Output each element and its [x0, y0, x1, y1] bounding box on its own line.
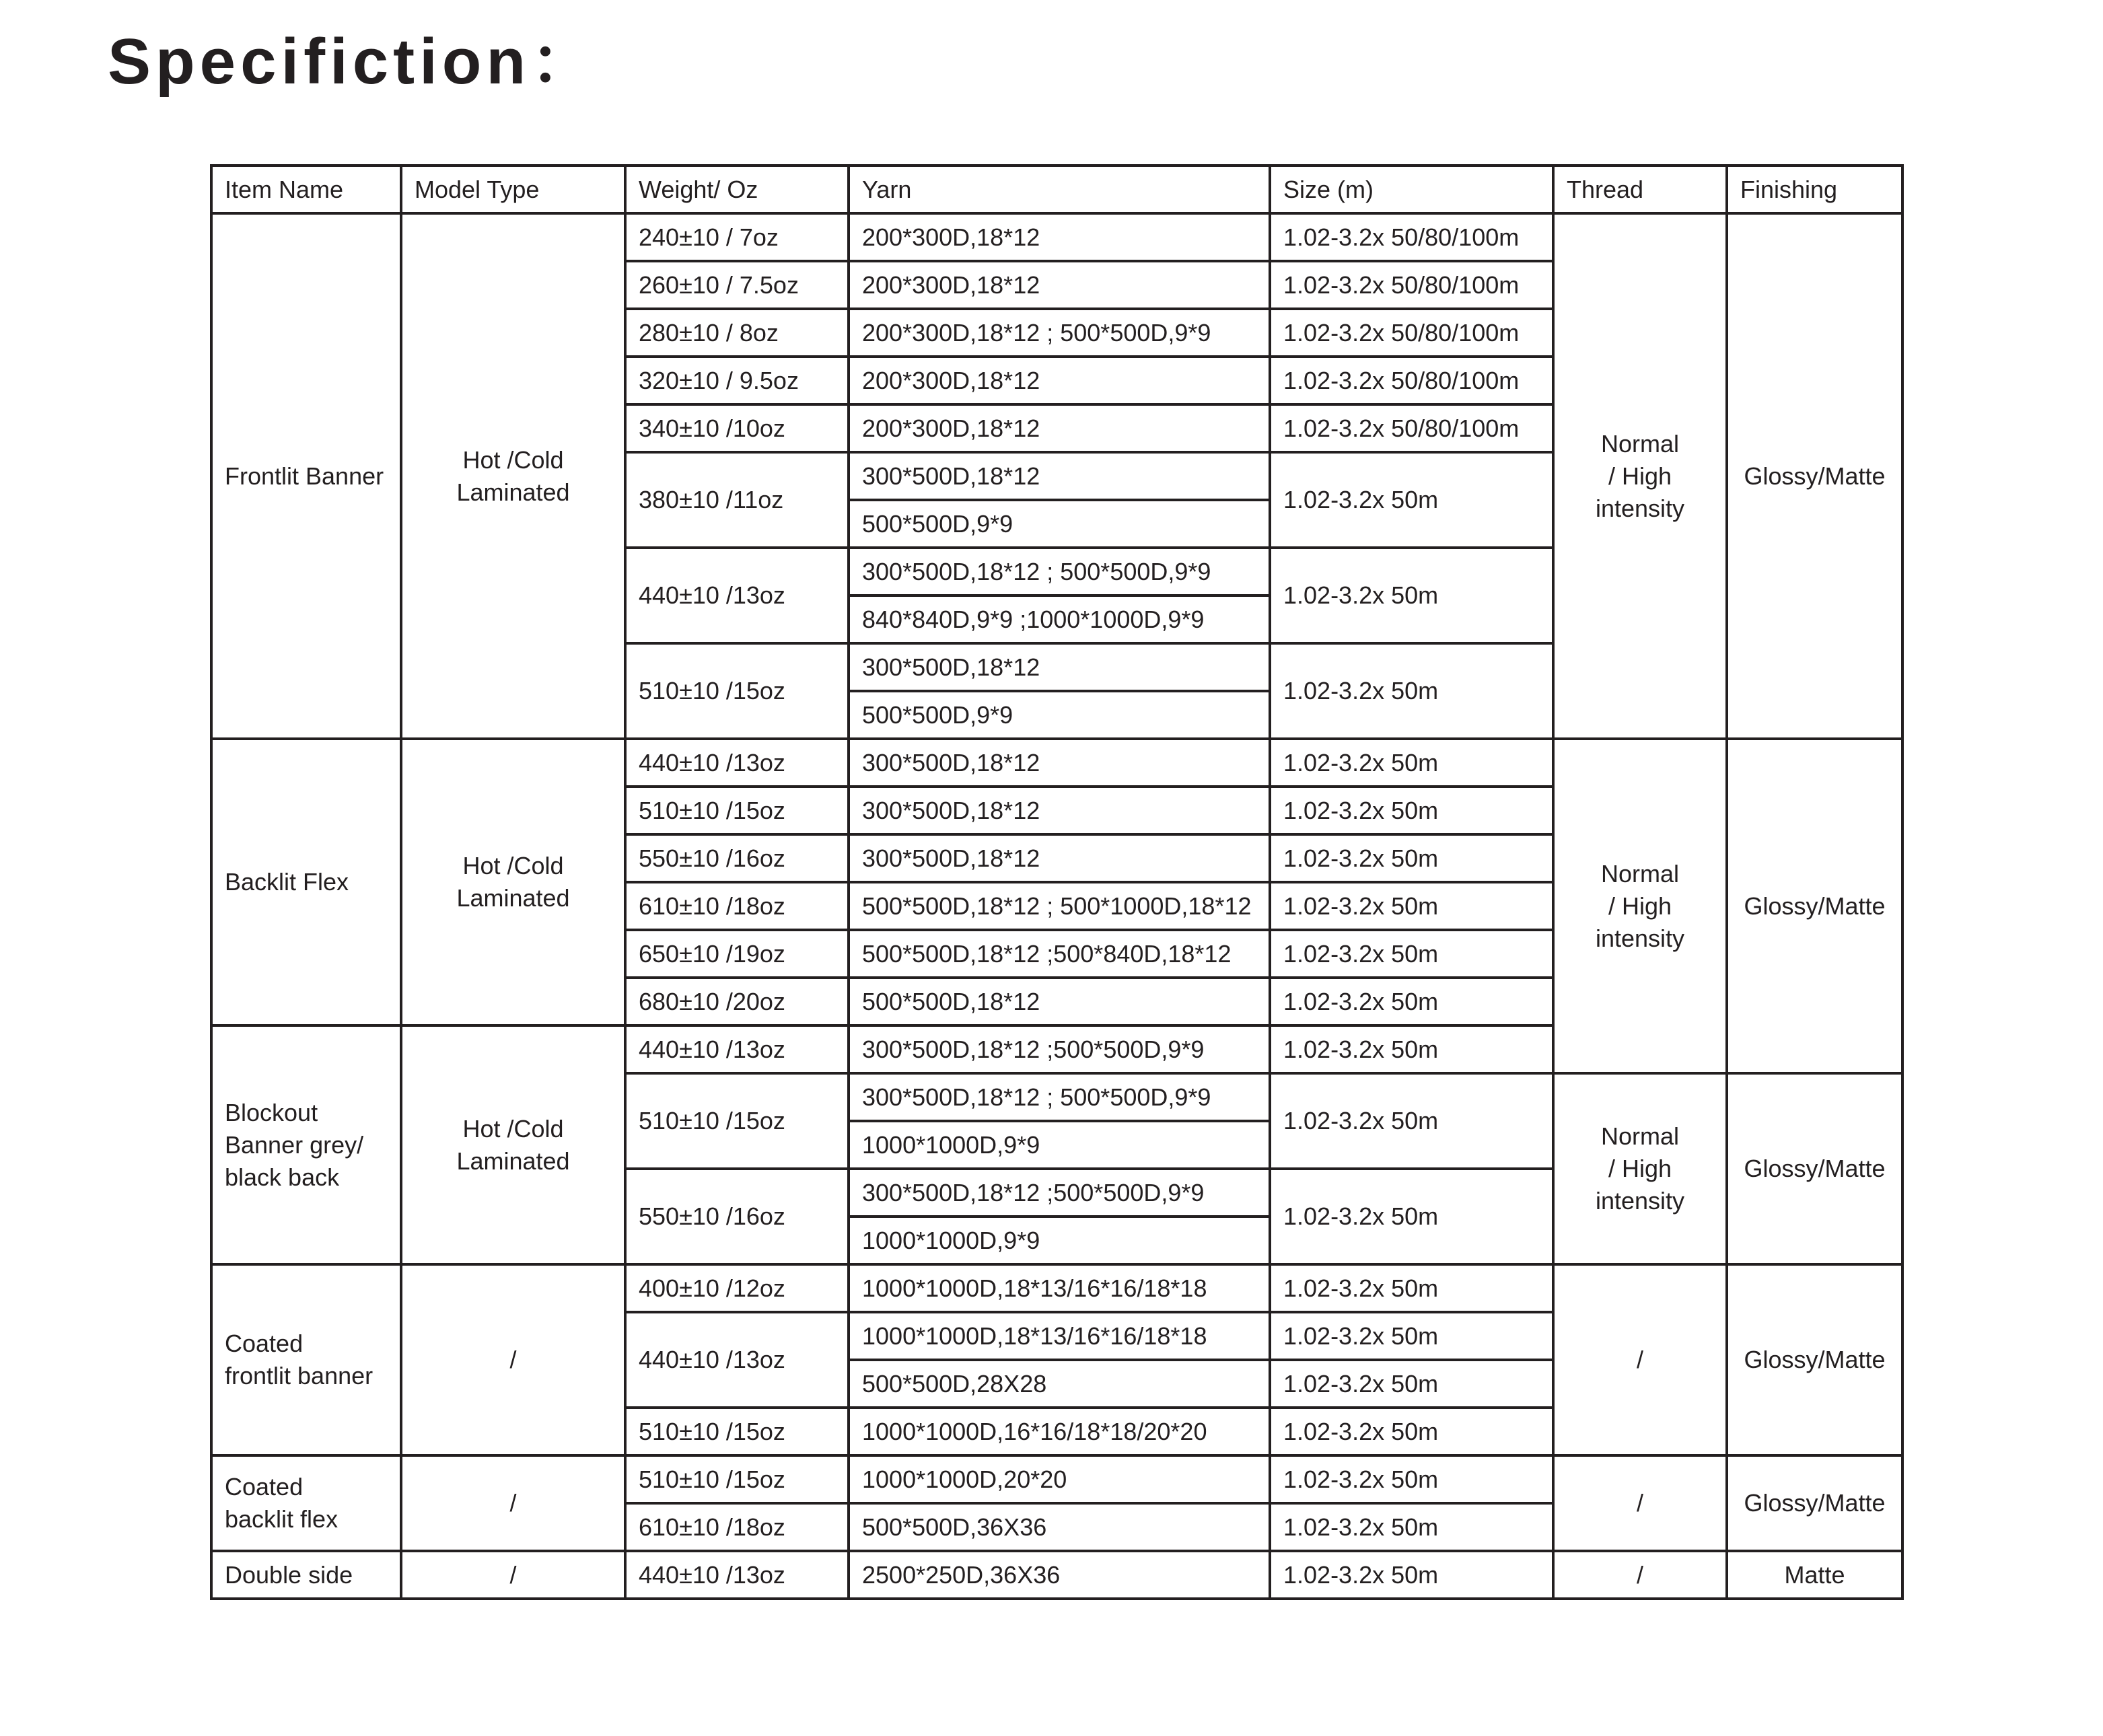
weight-cell: 240±10 / 7oz [625, 213, 849, 261]
size-cell: 1.02-3.2x 50m [1270, 882, 1553, 930]
weight-cell: 440±10 /13oz [625, 739, 849, 787]
yarn-cell: 1000*1000D,18*13/16*16/18*18 [849, 1312, 1270, 1360]
size-cell: 1.02-3.2x 50m [1270, 1551, 1553, 1599]
yarn-cell: 300*500D,18*12 ;500*500D,9*9 [849, 1169, 1270, 1217]
yarn-cell: 300*500D,18*12 [849, 787, 1270, 834]
size-cell: 1.02-3.2x 50/80/100m [1270, 309, 1553, 357]
finishing-cell: Glossy/Matte [1727, 1073, 1902, 1264]
size-cell: 1.02-3.2x 50m [1270, 1408, 1553, 1455]
weight-cell: 380±10 /11oz [625, 452, 849, 548]
finishing-cell: Glossy/Matte [1727, 213, 1902, 739]
size-cell: 1.02-3.2x 50m [1270, 739, 1553, 787]
size-cell: 1.02-3.2x 50m [1270, 1169, 1553, 1264]
model-type-cell: Hot /Cold Laminated [401, 739, 625, 1025]
model-type-cell: Hot /Cold Laminated [401, 1025, 625, 1264]
size-cell: 1.02-3.2x 50/80/100m [1270, 357, 1553, 404]
yarn-cell: 1000*1000D,9*9 [849, 1217, 1270, 1264]
thread-cell: Normal / High intensity [1553, 1073, 1727, 1264]
size-cell: 1.02-3.2x 50m [1270, 1264, 1553, 1312]
size-cell: 1.02-3.2x 50m [1270, 1455, 1553, 1503]
thread-cell: Normal / High intensity [1553, 213, 1727, 739]
weight-cell: 510±10 /15oz [625, 787, 849, 834]
yarn-cell: 200*300D,18*12 [849, 404, 1270, 452]
thread-cell: / [1553, 1264, 1727, 1455]
weight-cell: 440±10 /13oz [625, 1025, 849, 1073]
size-cell: 1.02-3.2x 50m [1270, 834, 1553, 882]
size-cell: 1.02-3.2x 50m [1270, 1503, 1553, 1551]
yarn-cell: 300*500D,18*12 ; 500*500D,9*9 [849, 548, 1270, 595]
size-cell: 1.02-3.2x 50m [1270, 452, 1553, 548]
yarn-cell: 300*500D,18*12 [849, 834, 1270, 882]
header-yarn: Yarn [849, 166, 1270, 213]
yarn-cell: 2500*250D,36X36 [849, 1551, 1270, 1599]
finishing-cell: Glossy/Matte [1727, 739, 1902, 1073]
size-cell: 1.02-3.2x 50/80/100m [1270, 261, 1553, 309]
weight-cell: 340±10 /10oz [625, 404, 849, 452]
yarn-cell: 200*300D,18*12 [849, 357, 1270, 404]
yarn-cell: 200*300D,18*12 [849, 213, 1270, 261]
size-cell: 1.02-3.2x 50m [1270, 978, 1553, 1025]
yarn-cell: 1000*1000D,9*9 [849, 1121, 1270, 1169]
size-cell: 1.02-3.2x 50m [1270, 548, 1553, 643]
weight-cell: 550±10 /16oz [625, 1169, 849, 1264]
yarn-cell: 300*500D,18*12 ;500*500D,9*9 [849, 1025, 1270, 1073]
yarn-cell: 500*500D,18*12 [849, 978, 1270, 1025]
yarn-cell: 300*500D,18*12 [849, 643, 1270, 691]
weight-cell: 280±10 / 8oz [625, 309, 849, 357]
header-item-name: Item Name [211, 166, 401, 213]
yarn-cell: 200*300D,18*12 ; 500*500D,9*9 [849, 309, 1270, 357]
size-cell: 1.02-3.2x 50/80/100m [1270, 213, 1553, 261]
size-cell: 1.02-3.2x 50m [1270, 1073, 1553, 1169]
yarn-cell: 1000*1000D,18*13/16*16/18*18 [849, 1264, 1270, 1312]
item-name-cell: Double side [211, 1551, 401, 1599]
weight-cell: 650±10 /19oz [625, 930, 849, 978]
item-name-cell: Backlit Flex [211, 739, 401, 1025]
table-row [211, 1264, 1902, 1312]
weight-cell: 510±10 /15oz [625, 643, 849, 739]
thread-cell: / [1553, 1455, 1727, 1551]
weight-cell: 400±10 /12oz [625, 1264, 849, 1312]
weight-cell: 550±10 /16oz [625, 834, 849, 882]
specification-table [210, 164, 1904, 1600]
size-cell: 1.02-3.2x 50m [1270, 643, 1553, 739]
size-cell: 1.02-3.2x 50m [1270, 787, 1553, 834]
finishing-cell: Glossy/Matte [1727, 1264, 1902, 1455]
weight-cell: 510±10 /15oz [625, 1408, 849, 1455]
yarn-cell: 500*500D,18*12 ; 500*1000D,18*12 [849, 882, 1270, 930]
yarn-cell: 300*500D,18*12 ; 500*500D,9*9 [849, 1073, 1270, 1121]
item-name-cell: Frontlit Banner [211, 213, 401, 739]
yarn-cell: 500*500D,18*12 ;500*840D,18*12 [849, 930, 1270, 978]
table-row [211, 1551, 1902, 1599]
header-finishing: Finishing [1727, 166, 1902, 213]
yarn-cell: 1000*1000D,16*16/18*18/20*20 [849, 1408, 1270, 1455]
table-row [211, 1455, 1902, 1503]
yarn-cell: 300*500D,18*12 [849, 739, 1270, 787]
weight-cell: 610±10 /18oz [625, 1503, 849, 1551]
item-name-cell: Coated frontlit banner [211, 1264, 401, 1455]
yarn-cell: 1000*1000D,20*20 [849, 1455, 1270, 1503]
header-size: Size (m) [1270, 166, 1553, 213]
model-type-cell: / [401, 1455, 625, 1551]
weight-cell: 260±10 / 7.5oz [625, 261, 849, 309]
table-row [211, 213, 1902, 261]
size-cell: 1.02-3.2x 50m [1270, 930, 1553, 978]
model-type-cell: / [401, 1264, 625, 1455]
header-model-type: Model Type [401, 166, 625, 213]
yarn-cell: 840*840D,9*9 ;1000*1000D,9*9 [849, 595, 1270, 643]
weight-cell: 680±10 /20oz [625, 978, 849, 1025]
header-thread: Thread [1553, 166, 1727, 213]
weight-cell: 610±10 /18oz [625, 882, 849, 930]
table-row [211, 739, 1902, 787]
weight-cell: 440±10 /13oz [625, 548, 849, 643]
finishing-cell: Glossy/Matte [1727, 1455, 1902, 1551]
size-cell: 1.02-3.2x 50m [1270, 1312, 1553, 1360]
item-name-cell: Coated backlit flex [211, 1455, 401, 1551]
size-cell: 1.02-3.2x 50/80/100m [1270, 404, 1553, 452]
weight-cell: 440±10 /13oz [625, 1551, 849, 1599]
table-header-row [211, 166, 1902, 213]
item-name-cell: Blockout Banner grey/ black back [211, 1025, 401, 1264]
model-type-cell: Hot /Cold Laminated [401, 213, 625, 739]
yarn-cell: 500*500D,9*9 [849, 500, 1270, 548]
yarn-cell: 500*500D,9*9 [849, 691, 1270, 739]
size-cell: 1.02-3.2x 50m [1270, 1360, 1553, 1408]
thread-cell: / [1553, 1551, 1727, 1599]
thread-cell: Normal / High intensity [1553, 739, 1727, 1073]
header-weight: Weight/ Oz [625, 166, 849, 213]
weight-cell: 440±10 /13oz [625, 1312, 849, 1408]
finishing-cell: Matte [1727, 1551, 1902, 1599]
yarn-cell: 500*500D,28X28 [849, 1360, 1270, 1408]
size-cell: 1.02-3.2x 50m [1270, 1025, 1553, 1073]
weight-cell: 510±10 /15oz [625, 1073, 849, 1169]
yarn-cell: 500*500D,36X36 [849, 1503, 1270, 1551]
model-type-cell: / [401, 1551, 625, 1599]
yarn-cell: 300*500D,18*12 [849, 452, 1270, 500]
page-title: Specifiction： [108, 26, 600, 98]
weight-cell: 510±10 /15oz [625, 1455, 849, 1503]
yarn-cell: 200*300D,18*12 [849, 261, 1270, 309]
weight-cell: 320±10 / 9.5oz [625, 357, 849, 404]
